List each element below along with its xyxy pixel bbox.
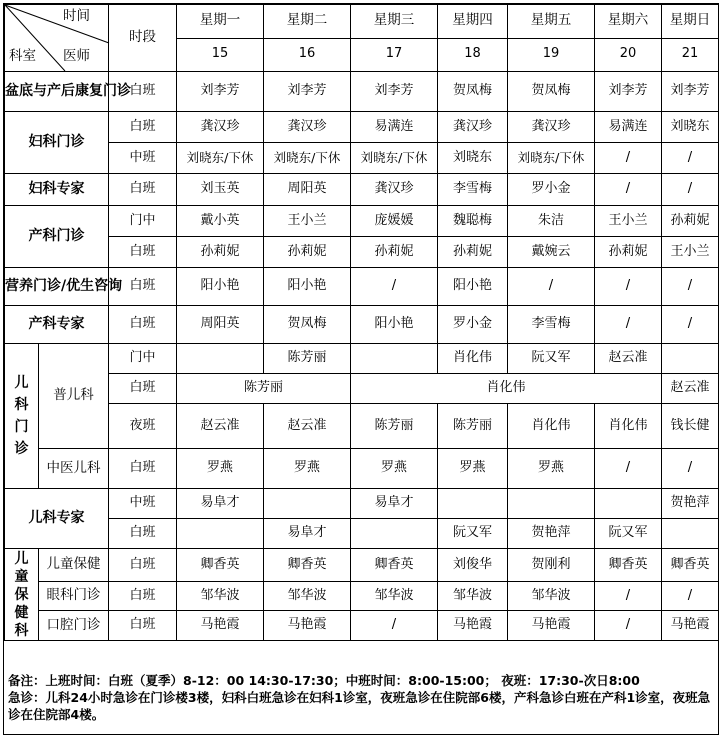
schedule-cell: 戴小英 [177, 206, 264, 237]
dept-nutrition-eugenics: 营养门诊/优生咨询 [5, 268, 109, 306]
schedule-cell: 戴婉云 [508, 237, 595, 268]
schedule-cell: 刘俊华 [438, 549, 508, 582]
shift-label: 白班 [109, 306, 177, 344]
schedule-cell: 易阜才 [264, 519, 351, 549]
schedule-cell [662, 519, 719, 549]
table-row [5, 582, 719, 611]
schedule-cell: 马艳霞 [662, 611, 719, 641]
shift-label: 夜班 [109, 404, 177, 449]
header-corner-cell [5, 5, 109, 72]
header-date-6: 20 [595, 38, 662, 72]
schedule-cell: / [351, 268, 438, 306]
schedule-cell: 肖化伟 [438, 344, 508, 374]
subdept-dental-clinic: 口腔门诊 [39, 611, 109, 641]
schedule-cell: / [595, 143, 662, 174]
schedule-cell [662, 344, 719, 374]
table-row [5, 268, 719, 306]
schedule-cell: 阳小艳 [351, 306, 438, 344]
dept-obstetrics-clinic: 产科门诊 [5, 206, 109, 268]
schedule-cell: / [351, 611, 438, 641]
schedule-cell: / [662, 449, 719, 489]
schedule-cell: 孙莉妮 [264, 237, 351, 268]
schedule-cell: / [595, 268, 662, 306]
schedule-cell: 赵云准 [662, 374, 719, 404]
schedule-cell: 魏聪梅 [438, 206, 508, 237]
corner-label-doctor: 医师 [63, 48, 90, 64]
table-row [5, 449, 719, 489]
table-row [5, 549, 719, 582]
schedule-cell: 马艳霞 [177, 611, 264, 641]
schedule-cell: 罗小金 [508, 174, 595, 206]
shift-label: 白班 [109, 268, 177, 306]
schedule-cell: 罗燕 [351, 449, 438, 489]
notes-emergency-info: 急诊：儿科24小时急诊在门诊楼3楼，妇科白班急诊在妇科1诊室，夜班急诊在住院部6楼，产科急诊白班在产科1诊室，夜班急诊在住院部4楼。 [8, 690, 711, 722]
header-day-6: 星期六 [595, 5, 662, 39]
schedule-cell: 卿香英 [351, 549, 438, 582]
header-day-3: 星期三 [351, 5, 438, 39]
schedule-cell: 龚汉珍 [508, 112, 595, 143]
schedule-cell: 马艳霞 [438, 611, 508, 641]
subdept-eye-clinic: 眼科门诊 [39, 582, 109, 611]
table-row [5, 143, 719, 174]
schedule-cell: 易满连 [595, 112, 662, 143]
schedule-cell: 易阜才 [177, 489, 264, 519]
shift-label: 门中 [109, 344, 177, 374]
schedule-cell: / [662, 582, 719, 611]
schedule-cell: 陈芳丽 [264, 344, 351, 374]
schedule-cell: 贺凤梅 [438, 72, 508, 112]
schedule-cell: 陈芳丽 [438, 404, 508, 449]
shift-label: 白班 [109, 582, 177, 611]
notes-footer [4, 666, 718, 734]
schedule-cell: 孙莉妮 [662, 206, 719, 237]
schedule-cell: 龚汉珍 [177, 112, 264, 143]
shift-label: 白班 [109, 449, 177, 489]
table-row [5, 519, 719, 549]
schedule-cell: 易阜才 [351, 489, 438, 519]
schedule-cell: 刘李芳 [351, 72, 438, 112]
schedule-cell: 肖化伟 [595, 404, 662, 449]
subdept-tcm-pediatrics: 中医儿科 [39, 449, 109, 489]
schedule-cell: 罗燕 [177, 449, 264, 489]
schedule-cell: / [662, 174, 719, 206]
corner-label-dept: 科室 [9, 48, 36, 64]
duty-schedule-table [4, 4, 719, 641]
schedule-cell: / [662, 268, 719, 306]
schedule-cell: 王小兰 [595, 206, 662, 237]
schedule-cell: 阮又军 [438, 519, 508, 549]
schedule-cell: 贺凤梅 [264, 306, 351, 344]
shift-label: 中班 [109, 489, 177, 519]
schedule-cell: / [662, 143, 719, 174]
schedule-cell: 赵云准 [264, 404, 351, 449]
schedule-cell: / [595, 582, 662, 611]
schedule-cell: 易满连 [351, 112, 438, 143]
schedule-cell: 邹华波 [177, 582, 264, 611]
table-row [5, 489, 719, 519]
dept-gynecology-expert: 妇科专家 [5, 174, 109, 206]
schedule-cell-merged: 肖化伟 [351, 374, 662, 404]
header-date-3: 17 [351, 38, 438, 72]
schedule-cell-merged: 陈芳丽 [177, 374, 351, 404]
dept-pediatrics-expert: 儿科专家 [5, 489, 109, 549]
header-day-7: 星期日 [662, 5, 719, 39]
schedule-cell [177, 519, 264, 549]
schedule-cell: 邹华波 [264, 582, 351, 611]
schedule-cell: / [595, 174, 662, 206]
schedule-cell: 邹华波 [438, 582, 508, 611]
schedule-cell [264, 489, 351, 519]
schedule-cell: 刘晓东/下休 [264, 143, 351, 174]
schedule-cell: 马艳霞 [264, 611, 351, 641]
schedule-cell: 赵云准 [595, 344, 662, 374]
schedule-cell [508, 489, 595, 519]
schedule-cell: 龚汉珍 [438, 112, 508, 143]
schedule-cell: / [595, 306, 662, 344]
header-period: 时段 [109, 5, 177, 72]
table-row [5, 611, 719, 641]
subdept-general-pediatrics: 普儿科 [39, 344, 109, 449]
dept-pediatrics-clinic: 儿科门诊 [5, 344, 39, 489]
table-row [5, 112, 719, 143]
schedule-cell: 刘李芳 [595, 72, 662, 112]
schedule-cell: 钱长健 [662, 404, 719, 449]
schedule-cell: 邹华波 [351, 582, 438, 611]
shift-label: 白班 [109, 549, 177, 582]
schedule-cell: 王小兰 [662, 237, 719, 268]
schedule-cell: 阮又军 [595, 519, 662, 549]
schedule-cell: 刘晓东/下休 [351, 143, 438, 174]
schedule-cell: 贺艳萍 [662, 489, 719, 519]
schedule-cell [595, 489, 662, 519]
schedule-cell [438, 489, 508, 519]
schedule-cell: 龚汉珍 [351, 174, 438, 206]
schedule-cell: 卿香英 [662, 549, 719, 582]
table-row [5, 344, 719, 374]
header-day-2: 星期二 [264, 5, 351, 39]
schedule-cell: 孙莉妮 [351, 237, 438, 268]
schedule-cell: 阳小艳 [264, 268, 351, 306]
schedule-cell: 李雪梅 [438, 174, 508, 206]
header-date-4: 18 [438, 38, 508, 72]
dept-gynecology-clinic: 妇科门诊 [5, 112, 109, 174]
shift-label: 白班 [109, 237, 177, 268]
schedule-cell: 刘晓东/下休 [177, 143, 264, 174]
table-row [5, 404, 719, 449]
schedule-cell: 刘晓东/下休 [508, 143, 595, 174]
shift-label: 门中 [109, 206, 177, 237]
header-date-5: 19 [508, 38, 595, 72]
schedule-cell: 卿香英 [595, 549, 662, 582]
header-date-2: 16 [264, 38, 351, 72]
schedule-cell: 罗燕 [264, 449, 351, 489]
shift-label: 白班 [109, 519, 177, 549]
schedule-cell: 卿香英 [264, 549, 351, 582]
schedule-cell: 马艳霞 [508, 611, 595, 641]
schedule-cell: 刘晓东 [662, 112, 719, 143]
schedule-cell: 贺凤梅 [508, 72, 595, 112]
schedule-cell: 贺刚利 [508, 549, 595, 582]
header-day-5: 星期五 [508, 5, 595, 39]
schedule-cell: 李雪梅 [508, 306, 595, 344]
dept-pelvic-rehab: 盆底与产后康复门诊 [5, 72, 109, 112]
schedule-cell: 陈芳丽 [351, 404, 438, 449]
schedule-cell: 龚汉珍 [264, 112, 351, 143]
shift-label: 白班 [109, 611, 177, 641]
schedule-cell: 刘李芳 [662, 72, 719, 112]
schedule-cell [351, 344, 438, 374]
schedule-cell: 肖化伟 [508, 404, 595, 449]
schedule-cell: 罗燕 [438, 449, 508, 489]
schedule-cell: 邹华波 [508, 582, 595, 611]
schedule-cell: 卿香英 [177, 549, 264, 582]
subdept-child-care: 儿童保健 [39, 549, 109, 582]
schedule-cell: 朱洁 [508, 206, 595, 237]
table-row [5, 374, 719, 404]
schedule-cell: 孙莉妮 [177, 237, 264, 268]
schedule-cell: 孙莉妮 [438, 237, 508, 268]
schedule-cell: / [595, 611, 662, 641]
shift-label: 白班 [109, 174, 177, 206]
dept-child-health: 儿童保健科 [5, 549, 39, 641]
dept-obstetrics-expert: 产科专家 [5, 306, 109, 344]
schedule-cell: / [595, 449, 662, 489]
schedule-cell: / [508, 268, 595, 306]
header-day-1: 星期一 [177, 5, 264, 39]
table-row [5, 237, 719, 268]
schedule-cell: 阳小艳 [177, 268, 264, 306]
corner-label-time: 时间 [63, 8, 90, 24]
schedule-cell: 王小兰 [264, 206, 351, 237]
schedule-cell [177, 344, 264, 374]
table-row [5, 306, 719, 344]
schedule-cell: 周阳英 [264, 174, 351, 206]
header-date-1: 15 [177, 38, 264, 72]
header-day-4: 星期四 [438, 5, 508, 39]
schedule-cell: 刘李芳 [264, 72, 351, 112]
notes-working-hours: 备注：上班时间：白班（夏季）8-12：00 14:30-17:30；中班时间：8:00-15:00； 夜班：17:30-次日8:00 [8, 673, 640, 688]
schedule-cell: 孙莉妮 [595, 237, 662, 268]
shift-label: 白班 [109, 72, 177, 112]
table-row [5, 72, 719, 112]
shift-label: 中班 [109, 143, 177, 174]
schedule-cell: 阮又军 [508, 344, 595, 374]
table-row [5, 206, 719, 237]
shift-label: 白班 [109, 112, 177, 143]
schedule-cell: 周阳英 [177, 306, 264, 344]
duty-schedule-sheet [3, 3, 719, 735]
schedule-cell: 庞媛媛 [351, 206, 438, 237]
schedule-cell: 刘晓东 [438, 143, 508, 174]
schedule-cell: 罗小金 [438, 306, 508, 344]
schedule-cell: 阳小艳 [438, 268, 508, 306]
schedule-cell: 赵云准 [177, 404, 264, 449]
schedule-cell: / [662, 306, 719, 344]
schedule-cell [351, 519, 438, 549]
header-date-7: 21 [662, 38, 719, 72]
schedule-cell: 刘玉英 [177, 174, 264, 206]
schedule-cell: 罗燕 [508, 449, 595, 489]
schedule-cell: 刘李芳 [177, 72, 264, 112]
schedule-cell: 贺艳萍 [508, 519, 595, 549]
table-row [5, 174, 719, 206]
shift-label: 白班 [109, 374, 177, 404]
